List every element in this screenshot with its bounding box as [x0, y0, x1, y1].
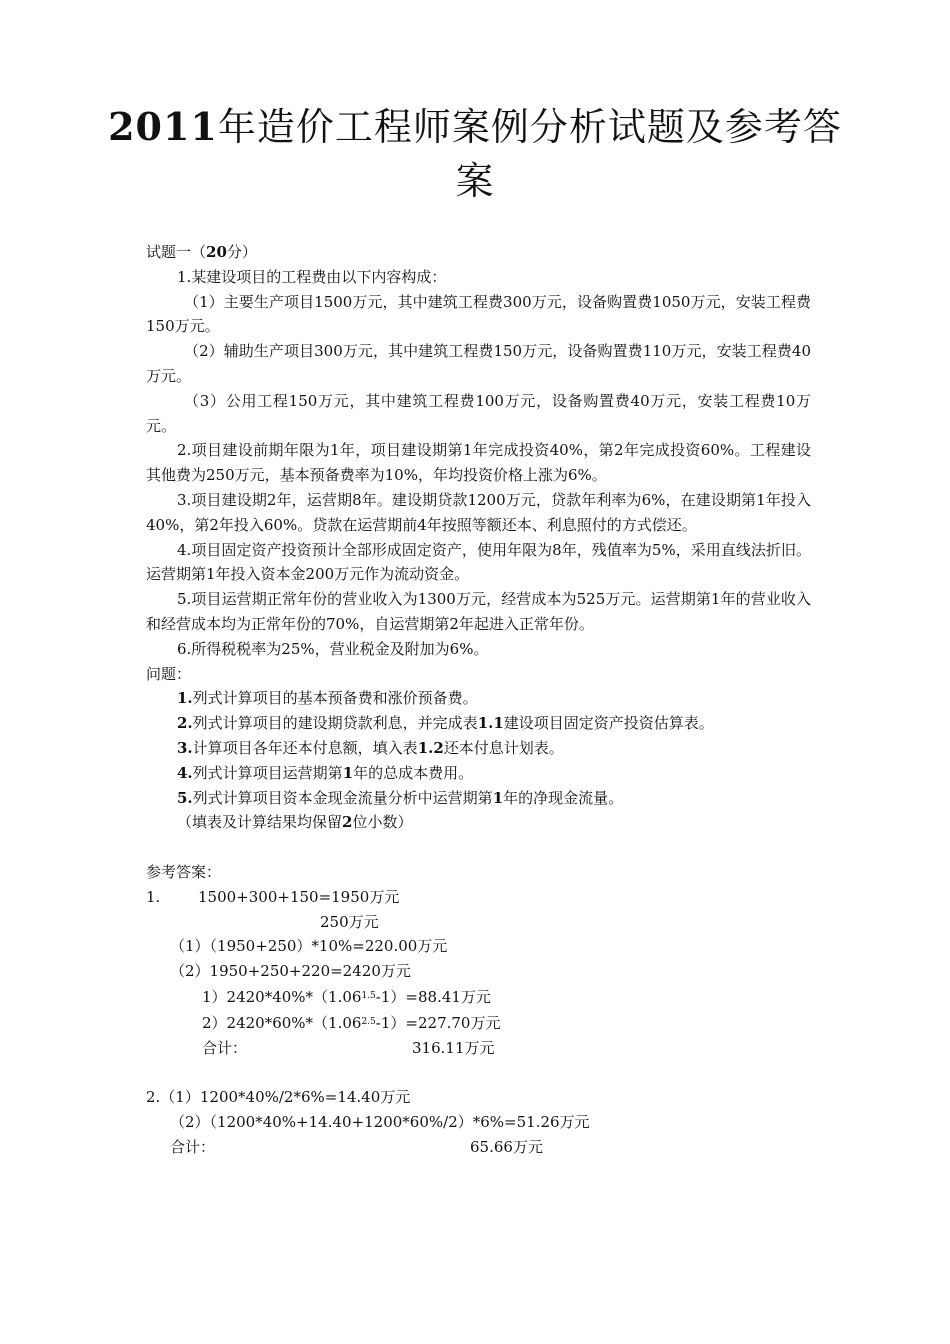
question-number: 5.: [177, 788, 193, 807]
exponent: 2.5: [361, 1016, 376, 1027]
question-number: 3.: [177, 738, 193, 757]
exponent: 1.5: [361, 990, 376, 1001]
answer-text: -1）=227.70万元: [375, 1013, 501, 1032]
condition-paragraph-4: 4.项目固定资产投资预计全部形成固定资产，使用年限为8年，残值率为5%，采用直线法折旧。运营期第1年投入资本金200万元作为流动资金。: [146, 540, 811, 584]
question-text: 计算项目各年还本付息额，填入表: [192, 738, 418, 757]
question-text: 还本付息计划表。: [443, 738, 564, 757]
total-value: 65.66万元: [470, 1137, 543, 1156]
questions-label: 问题：: [146, 664, 192, 683]
table-number: 1.2: [417, 738, 444, 757]
answer-1-line-2: 250万元: [320, 912, 379, 931]
question-text: 列式计算项目的基本预备费和涨价预备费。: [192, 689, 478, 708]
question-number: 2.: [177, 714, 193, 733]
answer-text: 1）2420*40%*（1.06: [202, 987, 362, 1006]
year-number: 1: [342, 763, 354, 782]
year-number: 1: [492, 788, 504, 807]
question-heading-text: 试题一（: [146, 243, 207, 261]
total-label: 合计：: [170, 1137, 216, 1156]
answer-1-line-3: （1）（1950+250）*10%=220.00万元: [170, 937, 448, 956]
cost-item-2: （2）辅助生产项目300万元，其中建筑工程费150万元，设备购置费110万元，安装工程费40万元。: [146, 342, 811, 385]
title-line-1: [0, 100, 950, 154]
title-line-2: 案: [455, 159, 495, 203]
cost-item-3: （3）公用工程150万元，其中建筑工程费100万元，设备购置费40万元，安装工程费10万元。: [146, 391, 811, 435]
question-score: 20: [206, 243, 227, 261]
answer-text: 1500+300+150=1950万元: [198, 887, 400, 906]
spacer: [146, 835, 811, 860]
question-text: 年的净现金流量。: [503, 788, 624, 807]
question-number: 1.: [177, 689, 193, 708]
question-number: 4.: [177, 763, 193, 782]
question-item-4: [146, 761, 811, 786]
answer-text: 2）2420*60%*（1.06: [202, 1013, 362, 1032]
cost-item-1: （1）主要生产项目1500万元，其中建筑工程费300万元，设备购置费1050万元，安装工程费150万元。: [146, 292, 811, 336]
total-label: 合计：: [202, 1038, 248, 1057]
spacer: [146, 1060, 811, 1085]
rounding-note: [146, 810, 811, 835]
total-value: 316.11万元: [412, 1038, 495, 1057]
answer-number: 1.: [146, 887, 161, 906]
question-text: 年的总成本费用。: [353, 763, 474, 782]
condition-paragraph-6: 6.所得税税率为25%，营业税金及附加为6%。: [177, 639, 489, 658]
answer-2-total: [146, 1135, 811, 1160]
decimal-places: 2: [342, 813, 353, 832]
question-text: 建设项目固定资产投资估算表。: [503, 714, 714, 733]
answer-1-line-1: [146, 885, 811, 910]
answer-1-line-4: （2）1950+250+220=2420万元: [170, 962, 411, 981]
question-item-5: [146, 786, 811, 811]
document-title: [0, 100, 950, 208]
question-heading: [146, 240, 811, 265]
condition-paragraph-3: 3.项目建设期2年，运营期8年。建设期贷款1200万元，贷款年利率为6%，在建设期第1年投入40%，第2年投入60%。贷款在运营期前4年按照等额还本、利息照付的方式偿还。: [146, 490, 811, 534]
answer-1-line-5: [146, 984, 811, 1010]
answer-1-total: [146, 1036, 811, 1061]
question-text: 列式计算项目的建设期贷款利息，并完成表: [192, 714, 478, 733]
condition-paragraph-2: 2.项目建设前期年限为1年，项目建设期第1年完成投资40%，第2年完成投资60%。工程建设其他费为250万元，基本预备费率为10%，年均投资价格上涨为6%。: [146, 441, 811, 485]
condition-paragraph-5: 5.项目运营期正常年份的营业收入为1300万元，经营成本为525万元。运营期第1年的营业收入和经营成本均为正常年份的70%，自运营期第2年起进入正常年份。: [146, 590, 811, 633]
title-year: 2011: [108, 104, 218, 149]
question-text: 列式计算项目运营期第: [192, 763, 343, 782]
note-text: （填表及计算结果均保留: [177, 813, 343, 832]
answer-2-line-1: 2.（1）1200*40%/2*6%=14.40万元: [146, 1088, 411, 1107]
question-item-3: [146, 736, 811, 761]
title-text: 年造价工程师案例分析试题及参考答: [217, 105, 842, 149]
table-number: 1.1: [477, 714, 504, 733]
note-text: 位小数）: [352, 813, 413, 832]
answer-1-line-6: [146, 1010, 811, 1036]
document-body: [146, 240, 811, 1159]
intro-paragraph: 1.某建设项目的工程费由以下内容构成：: [177, 267, 447, 286]
answer-text: -1）=88.41万元: [375, 987, 491, 1006]
answer-label: 参考答案：: [146, 862, 222, 881]
answer-2-line-2: （2）（1200*40%+14.40+1200*60%/2）*6%=51.26万元: [170, 1112, 590, 1131]
question-heading-end: 分）: [226, 243, 257, 261]
question-item-2: [146, 711, 811, 736]
question-item-1: [146, 686, 811, 711]
question-text: 列式计算项目资本金现金流量分析中运营期第: [192, 788, 493, 807]
